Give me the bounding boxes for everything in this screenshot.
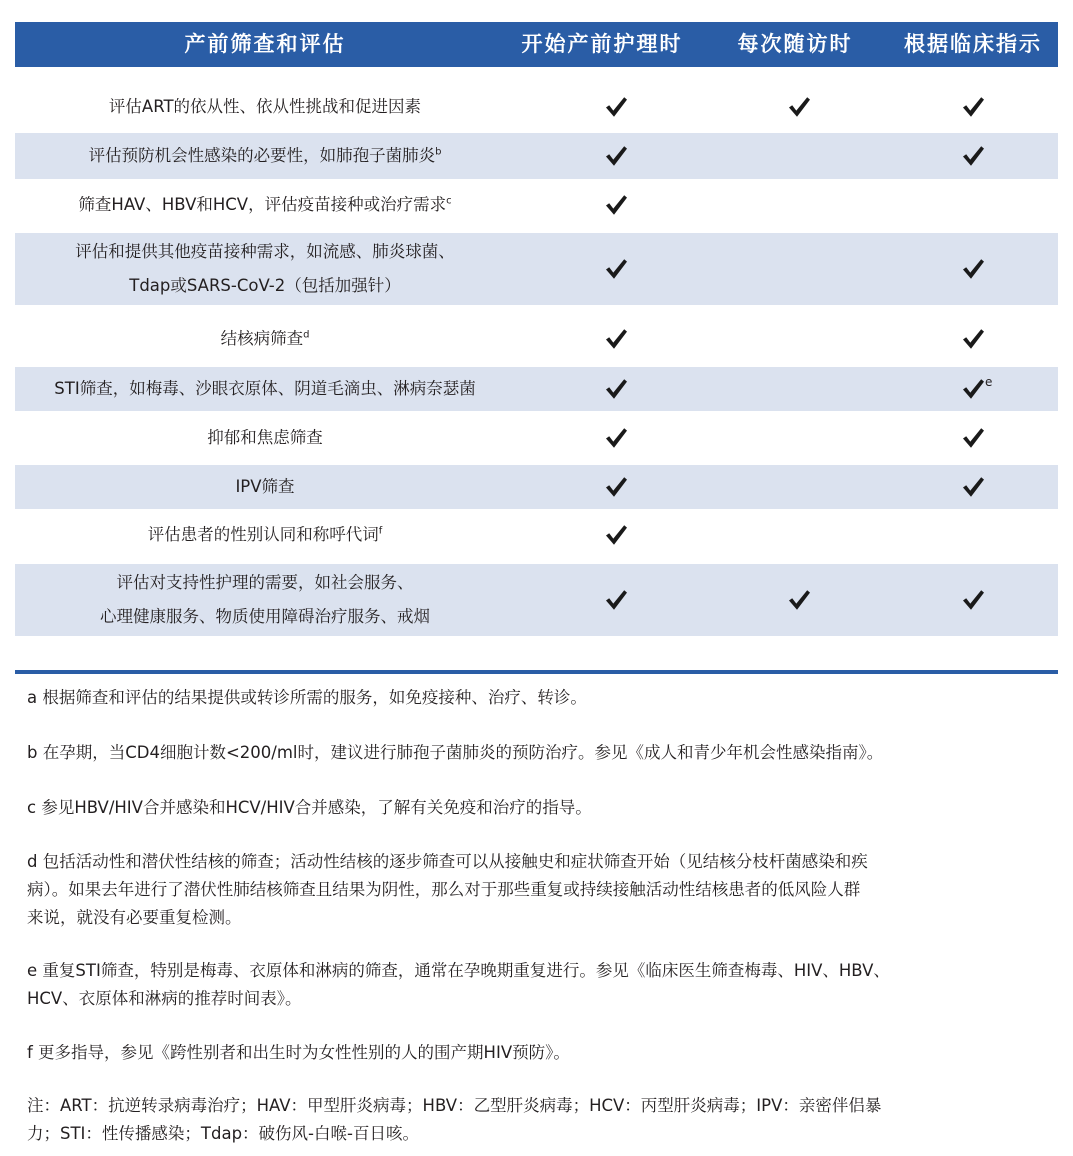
table-header [15, 22, 1058, 67]
header-each-visit: 每次随访时 [737, 32, 853, 56]
checkmark-icon [961, 564, 985, 636]
table-row [15, 82, 1058, 132]
row-label-text: IPV筛查 [235, 477, 295, 496]
footnote-f: f 更多指导，参见《跨性别者和出生时为女性性别的人的围产期HIV预防》。 [27, 1043, 570, 1062]
footnote-marker: c [446, 195, 452, 207]
checkmark-icon [961, 465, 985, 509]
checkmark-icon [604, 367, 628, 411]
checkmark-icon [961, 82, 985, 132]
row-label-text: 评估患者的性别认同和称呼代词 [147, 525, 379, 544]
row-label [15, 415, 515, 461]
row-label [15, 512, 515, 558]
footnote-e-line2: HCV、衣原体和淋病的推荐时间表》。 [27, 989, 302, 1008]
checkmark-icon [604, 314, 628, 364]
screening-table [15, 22, 1058, 626]
footnote-marker: b [435, 146, 442, 158]
row-label-text: 评估预防机会性感染的必要性，如肺孢子菌肺炎 [88, 146, 436, 165]
row-label-line [117, 566, 414, 600]
table-row [15, 465, 1058, 509]
table-row [15, 133, 1058, 179]
row-label-text: 筛查HAV、HBV和HCV，评估疫苗接种或治疗需求 [78, 195, 447, 214]
row-label [15, 82, 515, 132]
table-row [15, 314, 1058, 364]
footnote-d-line3: 来说，就没有必要重复检测。 [27, 908, 242, 927]
abbreviations-line1: 注：ART：抗逆转录病毒治疗；HAV：甲型肝炎病毒；HBV：乙型肝炎病毒；HCV：丙型肝炎病毒；IPV：亲密伴侣暴 [27, 1096, 882, 1115]
footnote-marker: f [378, 525, 383, 537]
row-label-line [148, 518, 383, 552]
footnote-c: c 参见HBV/HIV合并感染和HCV/HIV合并感染，了解有关免疫和治疗的指导。 [27, 798, 592, 817]
checkmark-icon [604, 465, 628, 509]
row-label-text: 评估对支持性护理的需要，如社会服务、 [116, 573, 414, 592]
footnote-a: a 根据筛查和评估的结果提供或转诊所需的服务，如免疫接种、治疗、转诊。 [27, 688, 587, 707]
row-label-text: 抑郁和焦虑筛查 [207, 428, 323, 447]
row-label [15, 314, 515, 364]
abbreviations-line2: 力；STI：性传播感染；Tdap：破伤风-白喉-百日咳。 [27, 1124, 419, 1143]
section-divider [15, 670, 1058, 674]
checkmark-icon [604, 233, 628, 305]
row-label-line: 心理健康服务、物质使用障碍治疗服务、戒烟 [100, 607, 430, 626]
checkmark-icon [961, 415, 985, 461]
footnote-d-line2: 病）。如果去年进行了潜伏性肺结核筛查且结果为阴性，那么对于那些重复或持续接触活动性结核患者的低风险人群 [27, 880, 861, 899]
row-label-text: 评估ART的依从性、依从性挑战和促进因素 [108, 97, 422, 116]
header-clinically-indicated: 根据临床指示 [904, 32, 1042, 56]
checkmark-icon [961, 133, 985, 179]
row-label-line [78, 188, 451, 222]
row-label-line [207, 421, 323, 455]
row-label-line [54, 372, 475, 406]
row-label-line [235, 470, 294, 504]
checkmark-icon [961, 233, 985, 305]
checkmark-icon [961, 314, 985, 364]
row-label [15, 465, 515, 509]
footnote-marker: d [303, 329, 310, 341]
row-label-text: 结核病筛查 [220, 329, 304, 348]
table-row [15, 233, 1058, 305]
row-label [15, 182, 515, 228]
checkmark-icon [604, 82, 628, 132]
checkmark-icon [604, 415, 628, 461]
checkmark-icon [787, 564, 811, 636]
table-row [15, 415, 1058, 461]
row-label-text: 评估和提供其他疫苗接种需求，如流感、肺炎球菌、 [75, 242, 455, 261]
row-label [15, 564, 515, 636]
row-label [15, 233, 515, 305]
header-initial-visit: 开始产前护理时 [521, 32, 683, 56]
footnote-b: b 在孕期，当CD4细胞计数<200/ml时，建议进行肺孢子菌肺炎的预防治疗。参见《成人和青少年机会性感染指南》。 [27, 743, 884, 762]
row-label [15, 133, 515, 179]
row-label [15, 367, 515, 411]
row-label-line: Tdap或SARS-CoV-2（包括加强针） [129, 276, 401, 295]
table-row [15, 182, 1058, 228]
checkmark-icon [604, 182, 628, 228]
footnote-e-line1: e 重复STI筛查，特别是梅毒、衣原体和淋病的筛查，通常在孕晚期重复进行。参见《临床医生筛查梅毒、HIV、HBV、 [27, 961, 890, 980]
row-label-line [109, 90, 421, 124]
row-label-text: STI筛查，如梅毒、沙眼衣原体、阴道毛滴虫、淋病奈瑟菌 [54, 379, 476, 398]
checkmark-icon [787, 82, 811, 132]
table-row [15, 512, 1058, 558]
checkmark-icon [604, 564, 628, 636]
header-screening-assessment: 产前筛查和评估 [184, 32, 346, 56]
checkmark-icon: e [961, 367, 992, 411]
row-label-line [75, 235, 455, 269]
row-label-line [221, 322, 310, 356]
footnote-d-line1: d 包括活动性和潜伏性结核的筛查；活动性结核的逐步筛查可以从接触史和症状筛查开始（见结核分枝杆菌感染和疾 [27, 852, 868, 871]
checkmark-icon [604, 133, 628, 179]
table-row [15, 367, 1058, 411]
table-row [15, 564, 1058, 636]
checkmark-icon [604, 512, 628, 558]
row-label-line [89, 139, 442, 173]
